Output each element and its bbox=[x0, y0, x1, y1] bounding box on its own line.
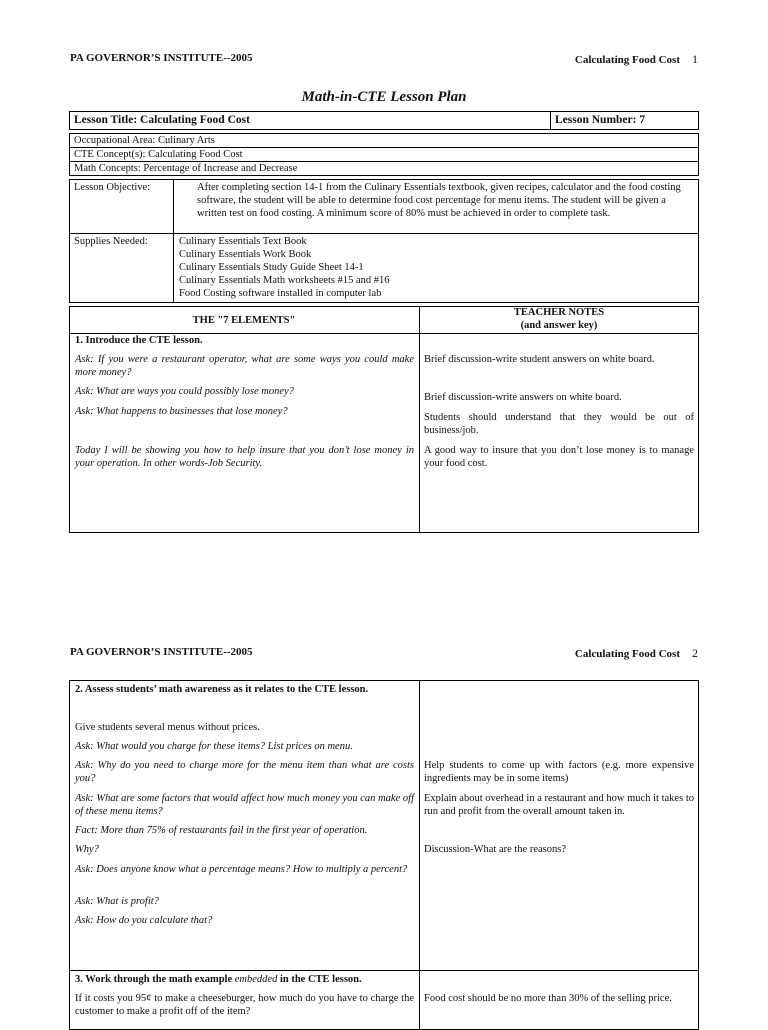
supplies-list bbox=[179, 235, 689, 300]
teacher-note: Explain about overhead in a restaurant and how much it takes to run and profit from the overall amount taken in. bbox=[424, 793, 694, 817]
divider bbox=[550, 111, 551, 130]
supply-item: Food Costing software installed in computer lab bbox=[179, 288, 382, 299]
prompt-text: Ask: What are some factors that would affect how much money you can make off of these menu items? bbox=[75, 793, 414, 817]
example-problem: If it costs you 95¢ to make a cheeseburger, how much do you have to charge the customer to make a profit off of the item? bbox=[75, 993, 414, 1017]
header-topic-text: Calculating Food Cost bbox=[574, 648, 680, 660]
occupational-area: Occupational Area: Culinary Arts bbox=[74, 135, 215, 146]
teacher-notes-subtitle: (and answer key) bbox=[520, 320, 598, 331]
prompt-text: Today I will be showing you how to help insure that you don’t lose money in your operation. In other words-Job Security. bbox=[75, 445, 414, 469]
prompt-text: Ask: If you were a restaurant operator, what are some ways you could make more money? bbox=[75, 354, 414, 378]
objective-text: After completing section 14-1 from the Culinary Essentials textbook, given recipes, calculator and the food costing software, the student will be able to determine food cost percentage for menu items. The student will be given a written test on food costing. A minimum score of 80% must be achieved in order to complete task. bbox=[197, 182, 681, 219]
prompt-text: Fact: More than 75% of restaurants fail in the first year of operation. bbox=[75, 825, 368, 836]
lesson-number: Lesson Number: 7 bbox=[555, 114, 646, 126]
prompt-text: Ask: What would you charge for these items? List prices on menu. bbox=[75, 741, 353, 752]
divider bbox=[69, 970, 699, 971]
supply-item: Culinary Essentials Math worksheets #15 and #16 bbox=[179, 275, 390, 286]
header-topic-text: Calculating Food Cost bbox=[574, 54, 680, 66]
cte-concept: CTE Concept(s): Calculating Food Cost bbox=[74, 149, 243, 160]
lesson-title: Lesson Title: Calculating Food Cost bbox=[74, 114, 250, 126]
math-concepts: Math Concepts: Percentage of Increase and Decrease bbox=[74, 163, 298, 174]
header-institute: PA GOVERNOR’S INSTITUTE--2005 bbox=[70, 52, 253, 64]
page-header bbox=[70, 52, 698, 68]
header-topic bbox=[575, 52, 698, 67]
elements-header: THE "7 ELEMENTS" bbox=[192, 315, 296, 326]
prompt-text: Ask: Why do you need to charge more for the menu item than what are costs you? bbox=[75, 760, 414, 784]
supply-item: Culinary Essentials Work Book bbox=[179, 249, 312, 260]
section-title bbox=[75, 973, 362, 986]
section-title-part: in the CTE lesson. bbox=[277, 974, 362, 985]
page-number: 1 bbox=[692, 52, 698, 66]
prompt-text: Give students several menus without prices. bbox=[75, 722, 260, 733]
page-number: 2 bbox=[692, 646, 698, 660]
header-topic bbox=[575, 646, 698, 661]
prompt-text: Ask: What is profit? bbox=[75, 896, 159, 907]
page-header bbox=[70, 646, 698, 662]
teacher-note: A good way to insure that you don’t lose money is to manage your food cost. bbox=[424, 445, 694, 469]
prompt-text: Ask: Does anyone know what a percentage means? How to multiply a percent? bbox=[75, 864, 408, 875]
header-institute: PA GOVERNOR’S INSTITUTE--2005 bbox=[70, 646, 253, 658]
document-title: Math-in-CTE Lesson Plan bbox=[301, 89, 467, 105]
section-title: 2. Assess students’ math awareness as it relates to the CTE lesson. bbox=[75, 684, 369, 695]
supply-item: Culinary Essentials Text Book bbox=[179, 236, 307, 247]
prompt-text: Ask: How do you calculate that? bbox=[75, 915, 213, 926]
teacher-note: Brief discussion-write student answers on white board. bbox=[424, 354, 655, 365]
teacher-note: Brief discussion-write answers on white board. bbox=[424, 392, 622, 403]
teacher-note: Food cost should be no more than 30% of the selling price. bbox=[424, 993, 672, 1004]
objective-label: Lesson Objective: bbox=[74, 182, 151, 193]
prompt-text: Ask: What happens to businesses that lose money? bbox=[75, 406, 288, 417]
supplies-label: Supplies Needed: bbox=[74, 236, 148, 247]
prompt-text: Ask: What are ways you could possibly lose money? bbox=[75, 386, 294, 397]
teacher-note: Students should understand that they would be out of business/job. bbox=[424, 412, 694, 436]
supply-item: Culinary Essentials Study Guide Sheet 14-1 bbox=[179, 262, 364, 273]
divider bbox=[419, 306, 420, 533]
section-title-emphasis: embedded bbox=[234, 974, 278, 985]
section-title: 1. Introduce the CTE lesson. bbox=[75, 335, 203, 346]
divider bbox=[419, 680, 420, 1030]
teacher-notes-header bbox=[419, 306, 699, 332]
prompt-text: Why? bbox=[75, 844, 99, 855]
section-title-part: 3. Work through the math example bbox=[75, 974, 235, 985]
teacher-note: Help students to come up with factors (e.g. more expensive ingredients may be in some items) bbox=[424, 760, 694, 784]
divider bbox=[69, 233, 699, 234]
teacher-note: Discussion-What are the reasons? bbox=[424, 844, 566, 855]
divider bbox=[173, 179, 174, 303]
teacher-notes-title: TEACHER NOTES bbox=[513, 307, 605, 318]
